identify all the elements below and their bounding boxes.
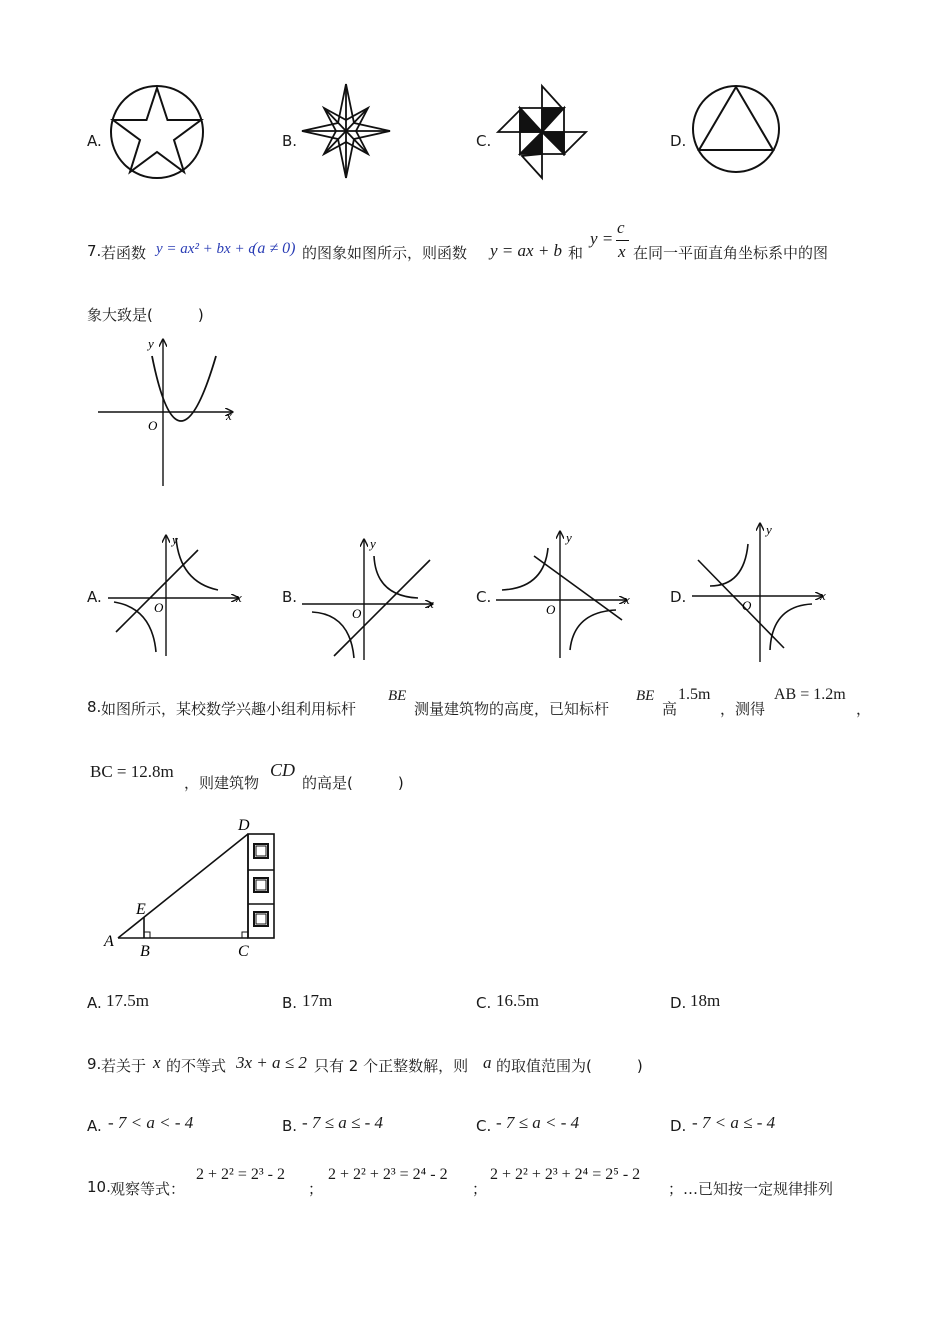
q10-text-b: ；…已知按一定规律排列 xyxy=(668,1180,834,1198)
q8-text-a: 如图所示，某校数学兴趣小组利用标杆 xyxy=(101,700,357,718)
q7-number: 7. xyxy=(87,242,102,260)
q8-cd: CD xyxy=(270,760,296,780)
origin-label: O xyxy=(546,602,556,617)
q7-option-b-graph xyxy=(300,536,440,662)
q8-ab: AB = 1.2m xyxy=(774,686,846,703)
q8-number: 8. xyxy=(87,698,102,716)
point-e-label: E xyxy=(136,901,146,918)
q7-formula-quadratic: y = ax² + bx + c xyxy=(156,241,255,257)
q10-number: 10. xyxy=(87,1178,111,1196)
q6-option-a-label[interactable]: A. xyxy=(87,132,102,150)
q9-option-a-label[interactable]: A. xyxy=(87,1117,102,1135)
q8-text-e: ，则建筑物 xyxy=(184,774,260,792)
q8-option-a-value: 17.5m xyxy=(106,991,149,1010)
axis-y-label: y xyxy=(566,530,572,545)
q7-option-c-label[interactable]: C. xyxy=(476,588,492,606)
q7-formula-linear: y = ax + b xyxy=(490,241,563,260)
q7-formula-inverse-denominator: x xyxy=(618,242,626,261)
point-b-label: B xyxy=(140,943,150,960)
point-a-label: A xyxy=(104,933,114,950)
fraction-bar xyxy=(616,240,629,241)
q7-formula-inverse-lhs: y = xyxy=(590,229,614,248)
axis-x-label: x xyxy=(236,590,242,605)
q9-option-b-value: - 7 ≤ a ≤ - 4 xyxy=(302,1113,383,1132)
compass-star-figure xyxy=(300,82,392,180)
q7-parabola-graph xyxy=(96,336,246,492)
q7-option-a-graph xyxy=(106,532,246,658)
q8-option-b-label[interactable]: B. xyxy=(282,994,298,1012)
q8-option-b-value: 17m xyxy=(302,991,333,1010)
q10-equation-3: 2 + 2² + 2³ + 2⁴ = 2⁵ - 2 xyxy=(490,1166,641,1183)
q7-option-b-label[interactable]: B. xyxy=(282,588,298,606)
origin-label: O xyxy=(154,600,164,615)
q8-building-diagram xyxy=(104,816,290,962)
q6-option-c-label[interactable]: C. xyxy=(476,132,492,150)
q7-formula-inverse-numerator: c xyxy=(617,218,625,237)
q8-option-c-value: 16.5m xyxy=(496,991,539,1010)
q7-option-a-label[interactable]: A. xyxy=(87,588,102,606)
q7-option-d-label[interactable]: D. xyxy=(670,588,687,606)
q7-formula-condition: (a ≠ 0) xyxy=(252,240,296,257)
q9-option-b-label[interactable]: B. xyxy=(282,1117,298,1135)
q8-text-d: ，测得 xyxy=(720,700,766,718)
q8-text-f: 的高是( ) xyxy=(302,774,404,792)
q7-text-d: 在同一平面直角坐标系中的图 xyxy=(633,244,829,262)
q8-height: 1.5m xyxy=(678,686,711,703)
q10-separator-1: ； xyxy=(308,1180,324,1198)
q8-be-2: BE xyxy=(636,688,655,704)
axis-y-label: y xyxy=(148,336,154,351)
axis-y-label: y xyxy=(370,536,376,551)
q8-text-b: 测量建筑物的高度，已知标杆 xyxy=(414,700,610,718)
axis-x-label: x xyxy=(428,596,434,611)
q6-option-d-label[interactable]: D. xyxy=(670,132,687,150)
q8-option-d-label[interactable]: D. xyxy=(670,994,687,1012)
origin-label: O xyxy=(352,606,362,621)
q9-inequality: 3x + a ≤ 2 xyxy=(236,1053,307,1072)
q8-bc: BC = 12.8m xyxy=(90,762,174,781)
q7-text-a: 若函数 xyxy=(101,244,147,262)
q7-option-c-graph xyxy=(494,528,636,660)
q8-option-d-value: 18m xyxy=(690,991,721,1010)
axis-x-label: x xyxy=(226,408,232,423)
origin-label: O xyxy=(742,598,752,613)
q9-option-a-value: - 7 < a < - 4 xyxy=(108,1113,194,1132)
q9-number: 9. xyxy=(87,1055,102,1073)
axis-x-label: x xyxy=(820,588,826,603)
q7-line-2: 象大致是( ) xyxy=(87,306,204,324)
q8-option-c-label[interactable]: C. xyxy=(476,994,492,1012)
q10-text-a: 观察等式： xyxy=(110,1180,186,1198)
q9-option-d-value: - 7 < a ≤ - 4 xyxy=(692,1113,776,1132)
star-in-circle-figure xyxy=(108,83,206,181)
q8-text-c: 高 xyxy=(662,700,678,718)
q10-equation-1: 2 + 2² = 2³ - 2 xyxy=(196,1166,285,1183)
q9-option-d-label[interactable]: D. xyxy=(670,1117,687,1135)
axis-y-label: y xyxy=(766,522,772,537)
q10-equation-2: 2 + 2² + 2³ = 2⁴ - 2 xyxy=(328,1166,448,1183)
q9-x: x xyxy=(153,1053,161,1072)
q7-text-c: 和 xyxy=(568,244,584,262)
axis-y-label: y xyxy=(172,532,178,547)
q7-option-d-graph xyxy=(690,520,832,664)
point-d-label: D xyxy=(238,817,250,834)
q8-option-a-label[interactable]: A. xyxy=(87,994,102,1012)
point-c-label: C xyxy=(238,943,249,960)
q9-text-b: 的不等式 xyxy=(166,1057,227,1075)
origin-label: O xyxy=(148,418,158,433)
triangle-in-circle-figure xyxy=(690,83,782,175)
pinwheel-figure xyxy=(496,84,588,180)
q8-comma: ， xyxy=(856,700,872,718)
q9-text-d: 的取值范围为( ) xyxy=(496,1057,643,1075)
q7-text-b: 的图象如图所示，则函数 xyxy=(302,244,468,262)
q6-option-b-label[interactable]: B. xyxy=(282,132,298,150)
q9-text-a: 若关于 xyxy=(101,1057,147,1075)
q9-text-c: 只有 2 个正整数解，则 xyxy=(314,1057,469,1075)
axis-x-label: x xyxy=(624,592,630,607)
q10-separator-2: ； xyxy=(472,1180,488,1198)
q9-a: a xyxy=(483,1053,492,1072)
q9-option-c-value: - 7 ≤ a < - 4 xyxy=(496,1113,580,1132)
q8-be: BE xyxy=(388,688,407,704)
q9-option-c-label[interactable]: C. xyxy=(476,1117,492,1135)
